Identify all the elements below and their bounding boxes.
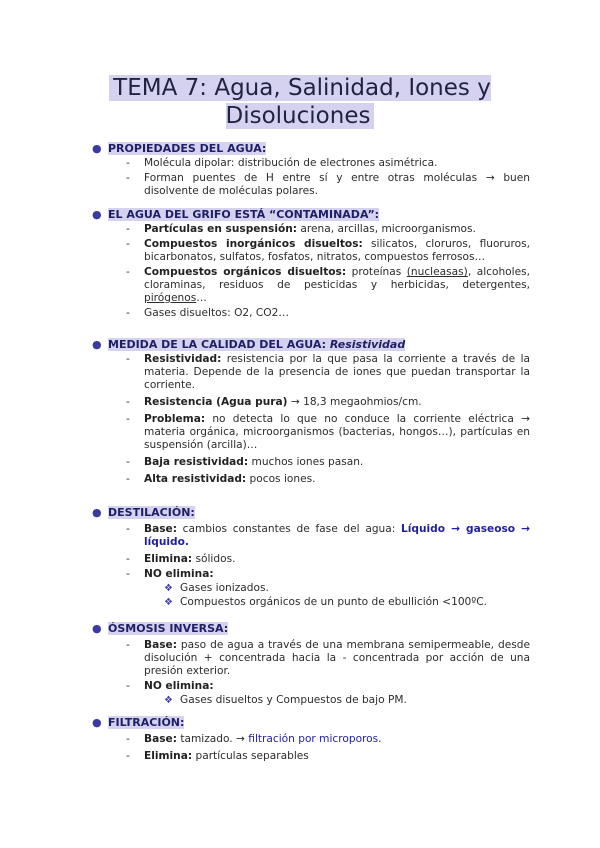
dash-icon: - bbox=[126, 523, 130, 535]
dash-icon: - bbox=[126, 307, 130, 319]
list-item: - NO elimina: bbox=[126, 680, 214, 692]
list-item: - Base: cambios constantes de fase del agua: Líquido → gaseoso → líquido. bbox=[126, 523, 530, 548]
list-item: - Gases disueltos: O2, CO2… bbox=[126, 307, 289, 319]
dash-icon: - bbox=[126, 456, 130, 468]
list-item: - Compuestos inorgánicos disueltos: silicatos, cloruros, fluoruros, bicarbonatos, sulfatos, fosfatos, nitratos, compuestos ferrosos… bbox=[126, 238, 530, 263]
dash-icon: - bbox=[126, 157, 130, 169]
list-item: - Alta resistividad: pocos iones. bbox=[126, 473, 316, 485]
section-heading: ● DESTILACIÓN: bbox=[92, 506, 195, 519]
section-heading: ● EL AGUA DEL GRIFO ESTÁ “CONTAMINADA”: bbox=[92, 208, 380, 221]
list-item: - Resistencia (Agua pura) → 18,3 megaohmios/cm. bbox=[126, 396, 422, 408]
dash-icon: - bbox=[126, 680, 130, 692]
dash-icon: - bbox=[126, 266, 130, 278]
dash-icon: - bbox=[126, 568, 130, 580]
dash-icon: - bbox=[126, 473, 130, 485]
section-agua-grifo bbox=[92, 208, 530, 320]
section-heading: ● ÓSMOSIS INVERSA: bbox=[92, 622, 229, 635]
section-osmosis-inversa bbox=[92, 622, 530, 707]
bullet-icon: ● bbox=[92, 506, 102, 519]
list-item: - Partículas en suspensión: arena, arcillas, microorganismos. bbox=[126, 223, 476, 235]
list-item: - Base: tamizado. → filtración por microporos. bbox=[126, 733, 382, 745]
bullet-icon: ● bbox=[92, 622, 102, 635]
diamond-bullet-icon: ❖ bbox=[164, 695, 173, 706]
diamond-bullet-icon: ❖ bbox=[164, 583, 173, 594]
dash-icon: - bbox=[126, 553, 130, 565]
section-heading: ● FILTRACIÓN: bbox=[92, 716, 185, 729]
sub-list-item: ❖ Compuestos orgánicos de un punto de ebullición <100ºC. bbox=[164, 596, 488, 608]
dash-icon: - bbox=[126, 238, 130, 250]
section-calidad-agua bbox=[92, 338, 530, 486]
bullet-icon: ● bbox=[92, 716, 102, 729]
bullet-icon: ● bbox=[92, 142, 102, 155]
dash-icon: - bbox=[126, 733, 130, 745]
list-item: - Baja resistividad: muchos iones pasan. bbox=[126, 456, 364, 468]
sub-list-item: ❖ Gases disueltos y Compuestos de bajo PM. bbox=[164, 694, 407, 706]
list-item: - Molécula dipolar: distribución de electrones asimétrica. bbox=[126, 157, 438, 169]
list-item: - Base: paso de agua a través de una membrana semipermeable, desde disolución + concentrada hacia la - concentrada por acción de una presión exterior. bbox=[126, 639, 530, 677]
list-item: - Elimina: sólidos. bbox=[126, 553, 236, 565]
bullet-icon: ● bbox=[92, 338, 102, 351]
dash-icon: - bbox=[126, 396, 130, 408]
section-filtracion bbox=[92, 716, 530, 763]
section-propiedades bbox=[92, 142, 530, 198]
section-destilacion bbox=[92, 506, 530, 609]
list-item: - Compuestos orgánicos disueltos: proteínas (nucleasas), alcoholes, cloraminas, residuos de pesticidas y herbicidas, detergentes, pirógenos… bbox=[126, 266, 530, 304]
dash-icon: - bbox=[126, 639, 130, 651]
dash-icon: - bbox=[126, 413, 130, 425]
dash-icon: - bbox=[126, 172, 130, 184]
list-item: - Elimina: partículas separables bbox=[126, 750, 309, 762]
list-item: - Problema: no detecta lo que no conduce la corriente eléctrica → materia orgánica, microorganismos (bacterias, hongos…), partículas en suspensión (arcilla)… bbox=[126, 413, 530, 451]
section-heading: ● PROPIEDADES DEL AGUA: bbox=[92, 142, 267, 155]
bullet-icon: ● bbox=[92, 208, 102, 221]
dash-icon: - bbox=[126, 223, 130, 235]
list-item: - Forman puentes de H entre sí y entre otras moléculas → buen disolvente de moléculas polares. bbox=[126, 172, 530, 197]
dash-icon: - bbox=[126, 353, 130, 365]
sub-list-item: ❖ Gases ionizados. bbox=[164, 582, 269, 594]
page-title: TEMA 7: Agua, Salinidad, Iones y Disoluciones bbox=[80, 74, 520, 130]
section-heading: ● MEDIDA DE LA CALIDAD DEL AGUA: Resistividad bbox=[92, 338, 406, 351]
dash-icon: - bbox=[126, 750, 130, 762]
diamond-bullet-icon: ❖ bbox=[164, 597, 173, 608]
list-item: - Resistividad: resistencia por la que pasa la corriente a través de la materia. Depende de la presencia de iones que puedan transportar la corriente. bbox=[126, 353, 530, 391]
list-item: - NO elimina: bbox=[126, 568, 214, 580]
